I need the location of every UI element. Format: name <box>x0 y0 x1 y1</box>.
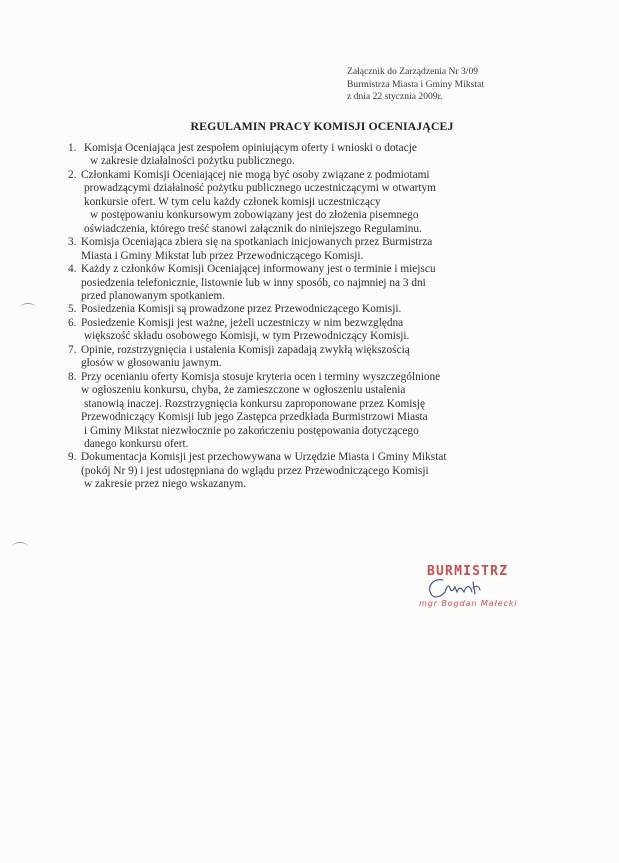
rule-line: Dokumentacja Komisji jest przechowywana w Urzędzie Miasta i Gminy Mikstat <box>81 451 447 464</box>
rules-list <box>66 142 546 492</box>
rule-number: 3. <box>68 236 77 249</box>
rule-line: prowadzącymi działalność pożytku publicznego uczestniczącymi w otwartym <box>84 182 436 195</box>
punch-hole-mark <box>12 542 28 552</box>
rule-number: 4. <box>68 263 77 276</box>
rule-line: głosów w głosowaniu jawnym. <box>81 357 222 370</box>
punch-hole-mark <box>20 303 36 313</box>
rule-line: w postępowaniu konkursowym zobowiązany jest do złożenia pisemnego <box>90 209 419 222</box>
rule-line: Każdy z członków Komisji Oceniającej informowany jest o terminie i miejscu <box>81 263 436 276</box>
rule-line: Miasta i Gminy Mikstat lub przez Przewodniczącego Komisji. <box>81 249 364 262</box>
stamp-title: BURMISTRZ <box>427 564 509 579</box>
rule-number: 9. <box>68 451 77 464</box>
rule-line: Posiedzenie Komisji jest ważne, jeżeli uczestniczy w nim bezwzględna <box>81 316 404 329</box>
rule-number: 6. <box>68 316 77 329</box>
document-title: REGULAMIN PRACY KOMISJI OCENIAJĄCEJ <box>190 119 454 133</box>
rule-line: Przewodniczący Komisji lub jego Zastępca przedkłada Burmistrzowi Miasta <box>81 411 428 424</box>
rule-line: Komisja Oceniająca jest zespołem opiniującym oferty i wnioski o dotacje <box>84 142 417 154</box>
stamp-name: mgr Bogdan Małecki <box>419 598 518 608</box>
rule-line: i Gminy Mikstat niezwłocznie po zakończeniu postępowania dotyczącego <box>84 424 419 437</box>
rule-number: 2. <box>68 168 77 181</box>
rule-line: stanowią inaczej. Rozstrzygnięcia konkursu zaproponowane przez Komisję <box>84 397 425 410</box>
official-stamp-signature <box>405 562 585 622</box>
rule-line: danego konkursu ofert. <box>84 437 189 450</box>
handwritten-signature-icon <box>423 576 493 600</box>
attachment-header <box>347 66 607 104</box>
header-line: Załącznik do Zarządzenia Nr 3/09 <box>347 66 479 77</box>
rule-line: oświadczenia, którego treść stanowi załącznik do niniejszego Regulaminu. <box>84 222 422 235</box>
rule-line: w zakresie działalności pożytku publicznego. <box>90 155 295 168</box>
rule-line: w zakresie przez niego wskazanym. <box>84 478 247 491</box>
header-line: Burmistrza Miasta i Gminy Mikstat <box>347 78 484 90</box>
rule-number: 7. <box>68 343 77 356</box>
rule-line: Posiedzenia Komisji są prowadzone przez Przewodniczącego Komisji. <box>81 303 402 316</box>
rule-item <box>66 317 546 344</box>
rule-number: 1. <box>68 142 77 154</box>
header-line: z dnia 22 stycznia 2009r. <box>347 91 443 102</box>
rule-line: większość składu osobowego Komisji, w tym Przewodniczący Komisji. <box>84 330 410 343</box>
rule-line: przed planowanym spotkaniem. <box>81 289 225 302</box>
rule-item <box>66 344 546 371</box>
rule-item <box>66 169 546 236</box>
rule-item <box>66 371 546 452</box>
rule-line: Komisja Oceniająca zbiera się na spotkaniach inicjowanych przez Burmistrza <box>81 236 433 249</box>
rule-item <box>66 142 546 169</box>
rule-item <box>66 236 546 263</box>
rule-line: Opinie, rozstrzygnięcia i ustalenia Komisji zapadają zwykłą większością <box>81 343 410 356</box>
rule-line: Przy ocenianiu oferty Komisja stosuje kryteria ocen i terminy wyszczególnione <box>81 370 441 383</box>
rule-line: posiedzenia telefonicznie, listownie lub w inny sposób, co najmniej na 3 dni <box>81 276 426 289</box>
rule-line: (pokój Nr 9) i jest udostępniana do wglądu przez Przewodniczącego Komisji <box>81 464 429 477</box>
rule-line: Członkami Komisji Oceniającej nie mogą być osoby związane z podmiotami <box>81 168 430 181</box>
rule-number: 8. <box>68 370 77 383</box>
rule-item <box>66 263 546 303</box>
rule-item <box>66 303 546 316</box>
rule-line: konkursie ofert. W tym celu każdy członek komisji uczestniczący <box>84 195 381 208</box>
rule-number: 5. <box>68 303 77 316</box>
rule-item <box>66 451 546 491</box>
rule-line: w ogłoszeniu konkursu, chyba, że zamieszczone w ogłoszeniu ustalenia <box>81 384 406 397</box>
